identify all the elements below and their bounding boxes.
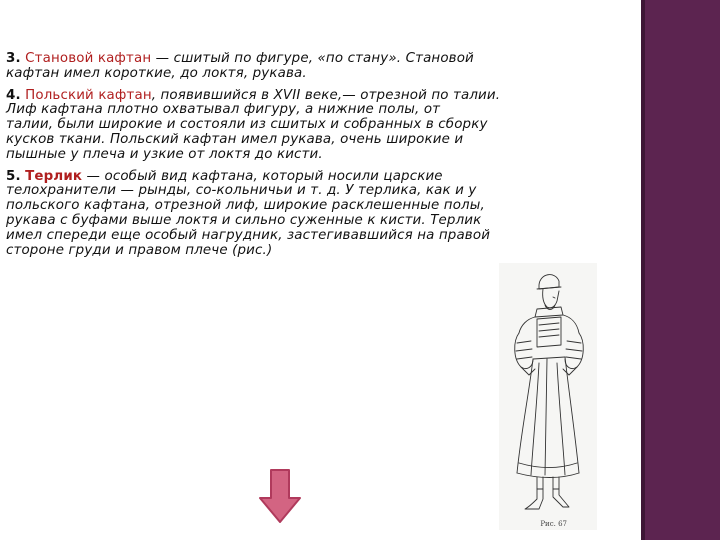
paragraph-polsky-kaftan	[6, 89, 526, 163]
down-arrow-icon	[258, 468, 302, 524]
paragraph-line	[6, 170, 526, 185]
term-polsky-kaftan: Польский кафтан	[25, 87, 152, 103]
paragraph-line: кусков ткани. Польский кафтан имел рукава, очень широкие и	[6, 131, 464, 147]
next-slide-button[interactable]	[258, 468, 302, 524]
paragraph-line: телохранители — рынды, со-кольничьи и т. д. У терлика, как и у	[6, 183, 477, 199]
term-stanovoy-kaftan: Становой кафтан	[25, 51, 152, 66]
paragraph-line: рукава с буфами выше локтя и сильно суженные к кисти. Терлик	[6, 212, 482, 228]
paragraph-line: Лиф кафтана плотно охватывал фигуру, а нижние полы, от	[6, 102, 441, 118]
figure-caption: Рис. 67	[540, 520, 567, 528]
terlik-figure-icon	[499, 263, 597, 530]
paragraph-line: польского кафтана, отрезной лиф, широкие расклешенные полы,	[6, 198, 485, 214]
side-panel-stripe	[641, 0, 645, 540]
paragraph-line: стороне груди и правом плече (рис.)	[6, 242, 273, 258]
paragraph-number: 4.	[6, 87, 21, 103]
paragraph-line: талии, были широкие и состояли из сшитых и собранных в сборку	[6, 117, 488, 133]
paragraph-text: — особый вид кафтана, который носили царские	[82, 168, 443, 184]
paragraph-terlik	[6, 170, 526, 259]
side-decorative-panel	[641, 0, 720, 540]
paragraph-line: имел спереди еще особый нагрудник, застегивавшийся на правой	[6, 227, 491, 243]
paragraph-line: кафтан имел короткие, до локтя, рукава.	[6, 65, 307, 81]
paragraph-text: — сшитый по фигуре, «по стану». Становой	[151, 51, 474, 66]
paragraph-line	[6, 52, 526, 67]
terlik-figure-illustration	[499, 263, 597, 530]
paragraph-number: 5.	[6, 168, 21, 184]
slide-text-body	[6, 52, 526, 265]
term-terlik: Терлик	[25, 168, 83, 184]
paragraph-number: 3.	[6, 51, 21, 66]
paragraph-text: , появившийся в XVII веке,— отрезной по талии.	[151, 87, 501, 103]
paragraph-stanovoy-kaftan	[6, 52, 526, 82]
paragraph-line: пышные у плеча и узкие от локтя до кисти.	[6, 146, 323, 162]
paragraph-line	[6, 89, 526, 104]
